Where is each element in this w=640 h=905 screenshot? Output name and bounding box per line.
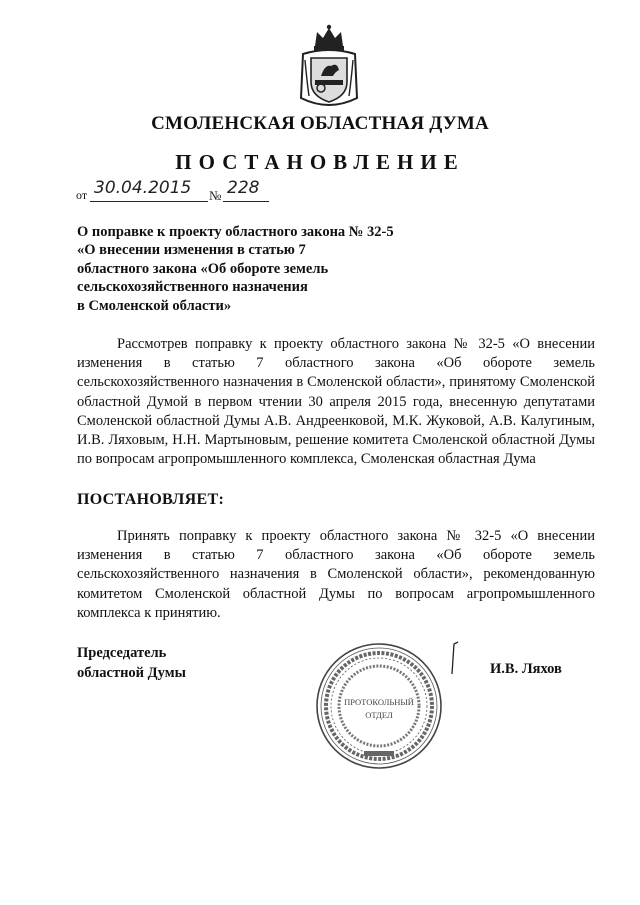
signatory-name: И.В. Ляхов [490,661,562,677]
signatory-title-line: областной Думы [77,665,186,681]
signatory-title [77,643,186,683]
number-underline [223,201,269,202]
number-prefix: № [209,188,222,203]
subject-line: «О внесении изменения в статью 7 [77,242,306,259]
subject-line: в Смоленской области» [77,297,232,314]
date-underline [90,201,208,202]
organization-name: СМОЛЕНСКАЯ ОБЛАСТНАЯ ДУМА [151,113,489,134]
document-type-title: ПОСТАНОВЛЕНИЕ [175,150,465,174]
subject-line: О поправке к проекту областного закона № 32-5 [77,224,394,240]
coat-of-arms-emblem [297,24,361,110]
subject-line: сельскохозяйственного назначения [77,279,308,296]
handwritten-signature [448,640,474,676]
document-subject [77,223,394,315]
handwritten-number: 228 [227,178,260,198]
decree-section [77,527,595,623]
official-seal-stamp [314,641,444,771]
decree-heading: ПОСТАНОВЛЯЕТ: [77,491,225,508]
stamp-center-line: ОТДЕЛ [365,710,393,720]
preamble-section [77,335,595,469]
decree-paragraph: Принять поправку к проекту областного закона № 32-5 «О внесении изменения в статью 7 областного закона «Об обороте земель сельскохозяйственного назначения в Смоленской области», рекомендованную комитетом Смоленской областной Думы по вопросам агропромышленного комплекса к принятию. [77,528,595,621]
date-prefix: от [76,188,88,202]
subject-line: областного закона «Об обороте земель [77,260,329,277]
signatory-title-line: Председатель [77,645,167,661]
preamble-paragraph: Рассмотрев поправку к проекту областного закона № 32-5 «О внесении изменения в статью 7 областного закона «Об обороте земель сельскохозяйственного назначения в Смоленской области», принятому Смоленской областной Думой в первом чтении 30 апреля 2015 года, внесенную депутатами Смоленской областной Думы А.В. Андреенковой, М.К. Жуковой, А.В. Калугиным, И.В. Ляховым, Н.Н. Мартыновым, решение комитета Смоленской областной Думы по вопросам агропромышленного комплекса, Смоленская областная Дума [77,336,595,468]
handwritten-date: 30.04.2015 [94,178,192,198]
stamp-center-line: ПРОТОКОЛЬНЫЙ [344,697,414,707]
